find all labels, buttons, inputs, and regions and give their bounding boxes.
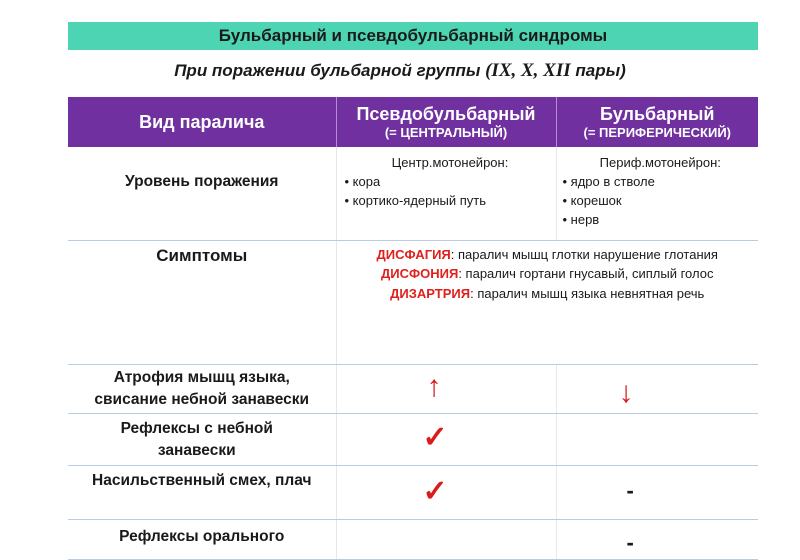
header-pseudobulbar — [336, 97, 556, 147]
header-col3-label: Бульбарный — [600, 103, 715, 124]
reflex-palate-label: Рефлексы с небной занавески — [120, 419, 273, 459]
row-label-reflex-palate — [68, 413, 336, 465]
bulbar-level-list — [563, 172, 759, 229]
text-dysarthria: : паралич мышц языка невнятная речь — [470, 285, 705, 301]
term-dysarthria: ДИЗАРТРИЯ — [390, 285, 471, 301]
slide-title: Бульбарный и псевдобульбарный синдромы — [68, 22, 758, 50]
symptom-dysarthria — [341, 284, 755, 304]
pseudo-level-list — [345, 172, 556, 210]
row-label-symptoms — [68, 240, 336, 364]
dash-value: - — [626, 529, 634, 555]
list-item: • ядро в стволе — [563, 172, 759, 191]
arrow-down-icon: ↓ — [618, 375, 634, 409]
cell-reflex-bulbar — [556, 413, 758, 465]
row-label-laugh — [68, 465, 336, 519]
header-col1-label: Вид паралича — [139, 111, 265, 132]
subtitle-roman: (IX, X, XII — [485, 60, 571, 81]
cell-oral-pseudo — [336, 519, 556, 559]
table-row-level — [68, 147, 758, 240]
header-bulbar — [556, 97, 758, 147]
table-row-laugh — [68, 465, 758, 519]
cell-level-pseudo — [336, 147, 556, 240]
comparison-table — [68, 97, 758, 560]
cell-atrophy-pseudo — [336, 364, 556, 413]
checkmark-icon: ✓ — [422, 474, 448, 508]
term-dysphagia: ДИСФАГИЯ — [376, 246, 451, 262]
cell-reflex-pseudo — [336, 413, 556, 465]
list-item: • кора — [345, 172, 556, 191]
term-dysphonia: ДИСФОНИЯ — [381, 266, 459, 281]
cell-atrophy-bulbar — [556, 364, 758, 413]
list-item: • кортико-ядерный путь — [345, 191, 556, 210]
text-dysphagia: : паралич мышц глотки нарушение глотания — [450, 246, 718, 262]
level-label: Уровень поражения — [125, 173, 279, 190]
cell-symptoms — [336, 240, 758, 364]
oral-label: Рефлексы орального — [119, 527, 285, 545]
slide-subtitle — [0, 60, 800, 82]
header-col3-sub: (= ПЕРИФЕРИЧЕСКИЙ) — [583, 124, 731, 140]
checkmark-icon: ✓ — [422, 420, 448, 454]
dash-value: - — [626, 477, 634, 503]
table-row-atrophy — [68, 364, 758, 413]
list-item: • нерв — [563, 210, 759, 229]
symptom-dysphonia — [341, 264, 755, 284]
row-label-level — [68, 147, 336, 240]
atrophy-label: Атрофия мышц языка, свисание небной занавески — [94, 368, 310, 408]
cell-oral-bulbar — [556, 519, 758, 559]
row-label-oral — [68, 519, 336, 559]
cell-laugh-pseudo — [336, 465, 556, 519]
table-row-symptoms — [68, 240, 758, 364]
symptoms-label: Симптомы — [156, 245, 248, 265]
header-paralysis-type — [68, 97, 336, 147]
subtitle-suffix: пары) — [575, 61, 626, 80]
table-row-oral — [68, 519, 758, 559]
header-col2-sub: (= ЦЕНТРАЛЬНЫЙ) — [384, 124, 508, 140]
arrow-up-icon: ↑ — [426, 369, 442, 403]
text-dysphonia: : паралич гортани гнусавый, сиплый голос — [458, 266, 714, 281]
header-col2-label: Псевдобульбарный — [356, 103, 536, 124]
cell-level-bulbar — [556, 147, 758, 240]
cell-laugh-bulbar — [556, 465, 758, 519]
list-item: • корешок — [563, 191, 759, 210]
symptom-dysphagia — [341, 245, 755, 265]
subtitle-prefix: При поражении бульбарной группы — [174, 61, 481, 80]
pseudo-level-title: Центр.мотонейрон: — [391, 155, 509, 170]
header-row — [68, 97, 758, 147]
row-label-atrophy — [68, 364, 336, 413]
table-row-reflex-palate — [68, 413, 758, 465]
laugh-label: Насильственный смех, плач — [92, 471, 312, 489]
bulbar-level-title: Периф.мотонейрон: — [599, 155, 721, 170]
